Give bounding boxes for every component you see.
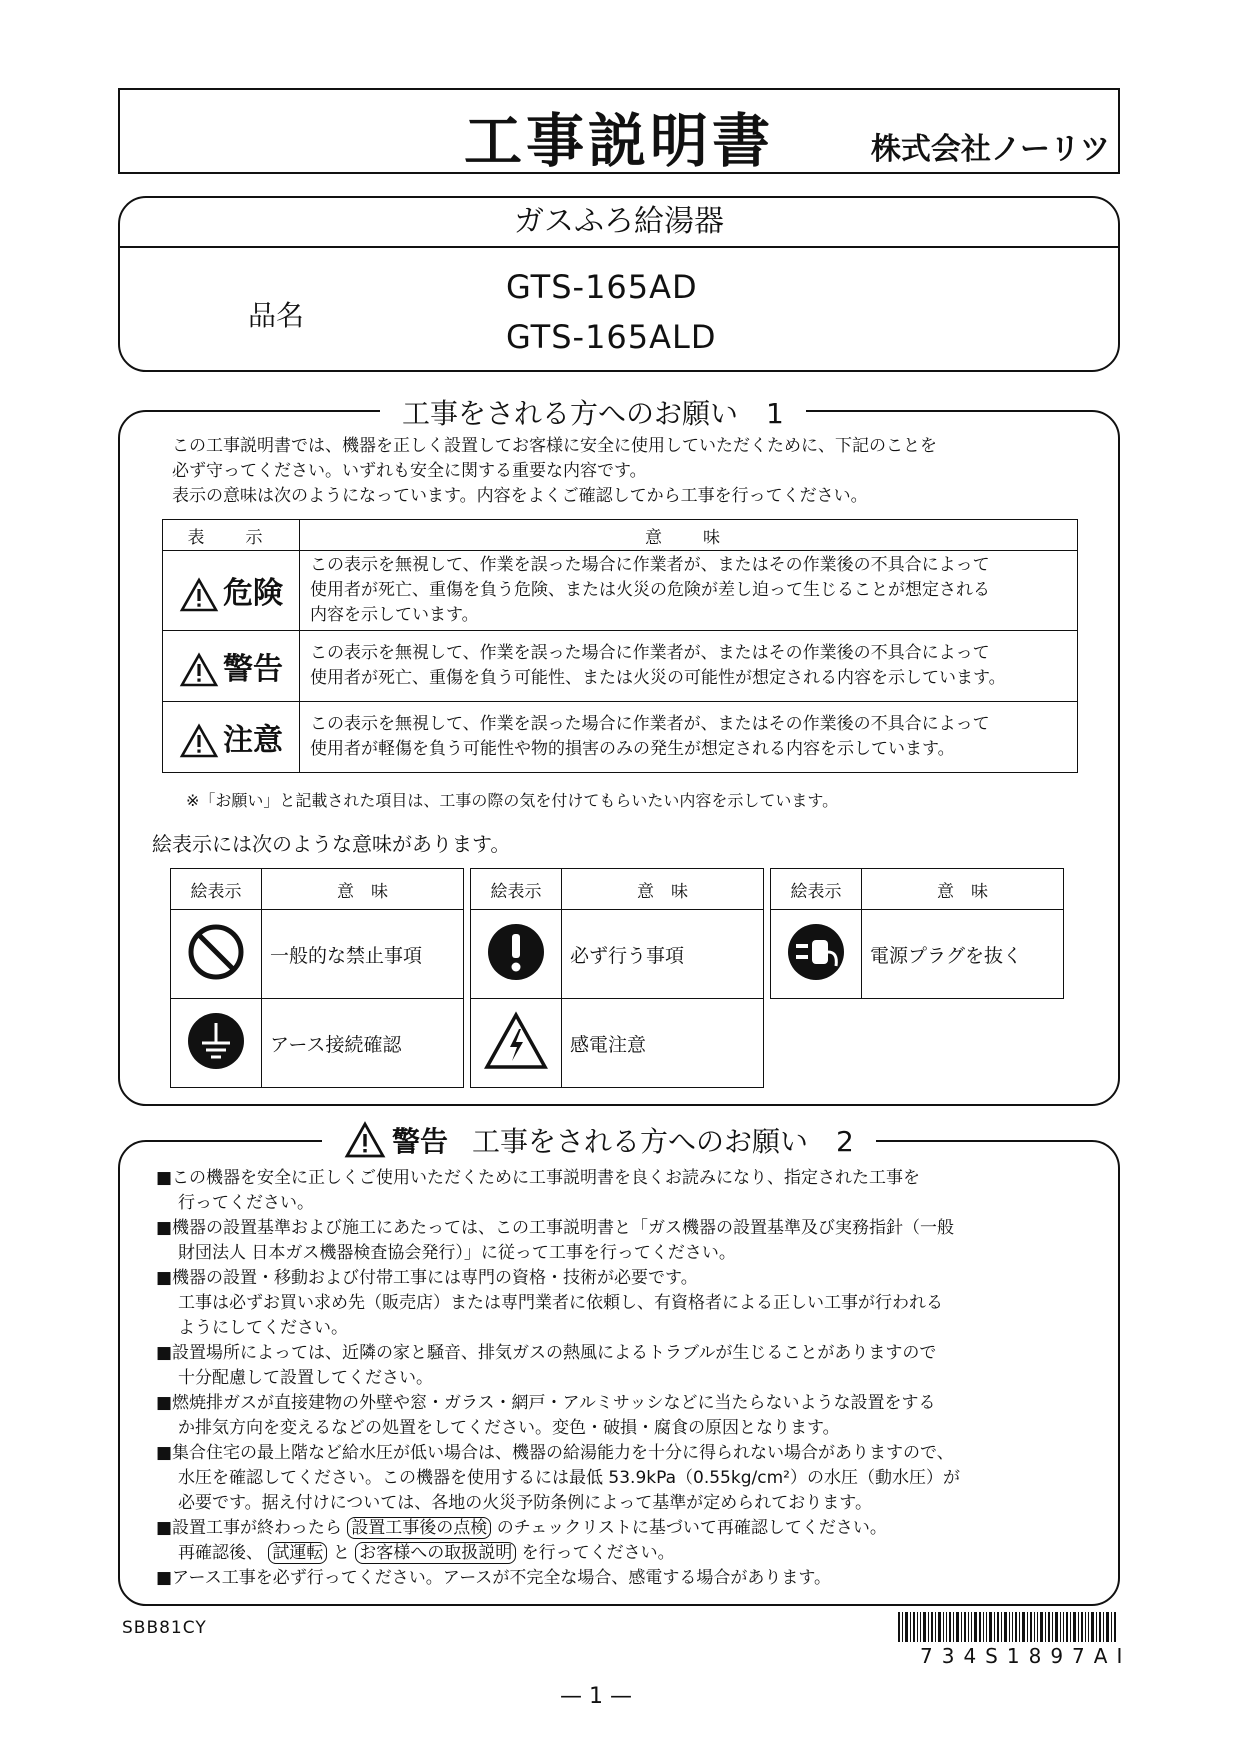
list-item-cont: 工事は必ずお買い求め先（販売店）または専門業者に依頼し、有資格者による正しい工事が行われる [178,1293,943,1313]
signal-description [300,702,1078,773]
company-name: 株式会社ノーリツ [870,132,1110,167]
pictogram-table [470,868,764,1088]
warning-triangle-icon [179,652,219,688]
product-category: ガスふろ給湯器 [120,198,1118,248]
list-item: ■アース工事を必ず行ってください。アースが不完全な場合、感電する場合があります。 [156,1568,831,1588]
intro-line: 必ず守ってください。いずれも安全に関する重要な内容です。 [172,461,647,481]
list-item: ■燃焼排ガスが直接建物の外壁や窓・ガラス・網戸・アルミサッシなどに当たらないような設置をする [156,1393,936,1413]
header-display: 表 示 [163,520,300,551]
document-code: SBB81CY [122,1618,207,1638]
pict-header-meaning: 意 味 [862,869,1064,910]
list-item-cont: ようにしてください。 [178,1318,348,1338]
signal-label: 危険 [223,576,283,612]
description-line: 使用者が死亡、重傷を負う可能性、または火災の可能性が想定される内容を示しています。 [310,668,1006,688]
check-text: 再確認後、 [178,1543,263,1563]
list-item-cont [156,1541,1096,1566]
signal-label: 注意 [223,722,283,758]
list-item-cont: 十分配慮して設置してください。 [178,1368,433,1388]
warning-triangle-icon [179,723,219,759]
table-row [163,551,1078,631]
pict-header-meaning: 意 味 [562,869,764,910]
electric-shock-icon [471,999,562,1088]
list-item: ■機器の設置・移動および付帯工事には専門の資格・技術が必要です。 [156,1268,698,1288]
page-number: — 1 — [560,1684,632,1709]
note-text: ※「お願い」と記載された項目は、工事の際の気を付けてもらいたい内容を示しています。 [186,791,839,810]
header-meaning: 意 味 [300,520,1078,551]
list-item-cont: 水圧を確認してください。この機器を使用するには最低 53.9kPa（0.55kg/cm²）の水圧（動水圧）が [178,1468,960,1488]
model-number: GTS-165AD [506,268,698,306]
table-row [163,702,1078,773]
boxed-reference: 試運転 [268,1542,327,1564]
description-line: この表示を無視して、作業を誤った場合に作業者が、またはその作業後の不具合によって [310,643,990,663]
section-2-title: 工事をされる方へのお願い 2 [472,1125,854,1158]
signal-description [300,631,1078,702]
section-2-heading [322,1120,876,1160]
ground-icon [171,999,262,1088]
pict-header-icon: 絵表示 [471,869,562,910]
description-line: この表示を無視して、作業を誤った場合に作業者が、またはその作業後の不具合によって [310,714,990,734]
list-item: ■集合住宅の最上階など給水圧が低い場合は、機器の給湯能力を十分に得られない場合がありますので、 [156,1443,954,1463]
product-box [118,196,1120,372]
model-number: GTS-165ALD [506,318,717,356]
pict-header-icon: 絵表示 [171,869,262,910]
prohibition-icon [171,910,262,999]
list-item: ■機器の設置基準および施工にあたっては、この工事説明書と「ガス機器の設置基準及び実務指針（一般 [156,1218,955,1238]
mandatory-icon [471,910,562,999]
description-line: 内容を示しています。 [310,605,479,625]
boxed-reference: お客様への取扱説明 [355,1542,516,1564]
signal-caution [163,702,300,773]
unplug-icon [771,910,862,999]
list-item [156,1516,1096,1541]
table-row [163,631,1078,702]
warning-triangle-icon [344,1121,386,1159]
intro-line: 表示の意味は次のようになっています。内容をよくご確認してから工事を行ってください。 [172,486,868,506]
section-1-heading: 工事をされる方へのお願い 1 [380,392,806,432]
description-line: この表示を無視して、作業を誤った場合に作業者が、またはその作業後の不具合によって [310,555,990,575]
list-item-cont: か排気方向を変えるなどの処置をしてください。変色・破損・腐食の原因となります。 [178,1418,840,1438]
list-item: ■設置場所によっては、近隣の家と騒音、排気ガスの熱風によるトラブルが生じることがありますので [156,1343,937,1363]
signal-danger [163,551,300,631]
section-2-list [156,1166,1096,1591]
barcode [898,1612,1118,1642]
document-title: 工事説明書 [463,107,774,175]
pictogram-meaning: 電源プラグを抜く [862,910,1064,999]
pictogram-lead: 絵表示には次のような意味があります。 [152,832,511,856]
check-text: と [332,1543,350,1563]
title-box [118,88,1120,174]
boxed-reference: 設置工事後の点検 [347,1517,491,1539]
product-label: 品名 [248,299,305,332]
intro-line: この工事説明書では、機器を正しく設置してお客様に安全に使用していただくために、下記のことを [172,436,937,456]
description-line: 使用者が死亡、重傷を負う危険、または火災の危険が差し迫って生じることが想定される [310,580,990,600]
pictogram-meaning: 必ず行う事項 [562,910,764,999]
signal-warning [163,631,300,702]
pict-header-meaning: 意 味 [262,869,464,910]
signal-description [300,551,1078,631]
signal-word-table [162,519,1078,773]
pictogram-table [170,868,464,1088]
barcode-number: 734S1897AI [920,1644,1132,1668]
warning-triangle-icon [179,577,219,613]
pictogram-meaning: アース接続確認 [262,999,464,1088]
pictogram-table [770,868,1064,999]
pictogram-meaning: 一般的な禁止事項 [262,910,464,999]
list-item: ■この機器を安全に正しくご使用いただくために工事説明書を良くお読みになり、指定された工事を [156,1168,921,1188]
pict-header-icon: 絵表示 [771,869,862,910]
check-text: のチェックリストに基づいて再確認してください。 [496,1518,887,1538]
section-1-intro [172,434,1072,509]
pictogram-meaning: 感電注意 [562,999,764,1088]
section-2-signal: 警告 [392,1125,449,1158]
list-item-cont: 財団法人 日本ガス機器検査協会発行）」に従って工事を行ってください。 [178,1243,736,1263]
list-item-cont: 必要です。据え付けについては、各地の火災予防条例によって基準が定められております。 [178,1493,872,1513]
check-text: ■設置工事が終わったら [156,1518,342,1538]
check-text: を行ってください。 [521,1543,675,1563]
description-line: 使用者が軽傷を負う可能性や物的損害のみの発生が想定される内容を示しています。 [310,739,955,759]
signal-label: 警告 [223,651,283,687]
list-item-cont: 行ってください。 [178,1193,314,1213]
